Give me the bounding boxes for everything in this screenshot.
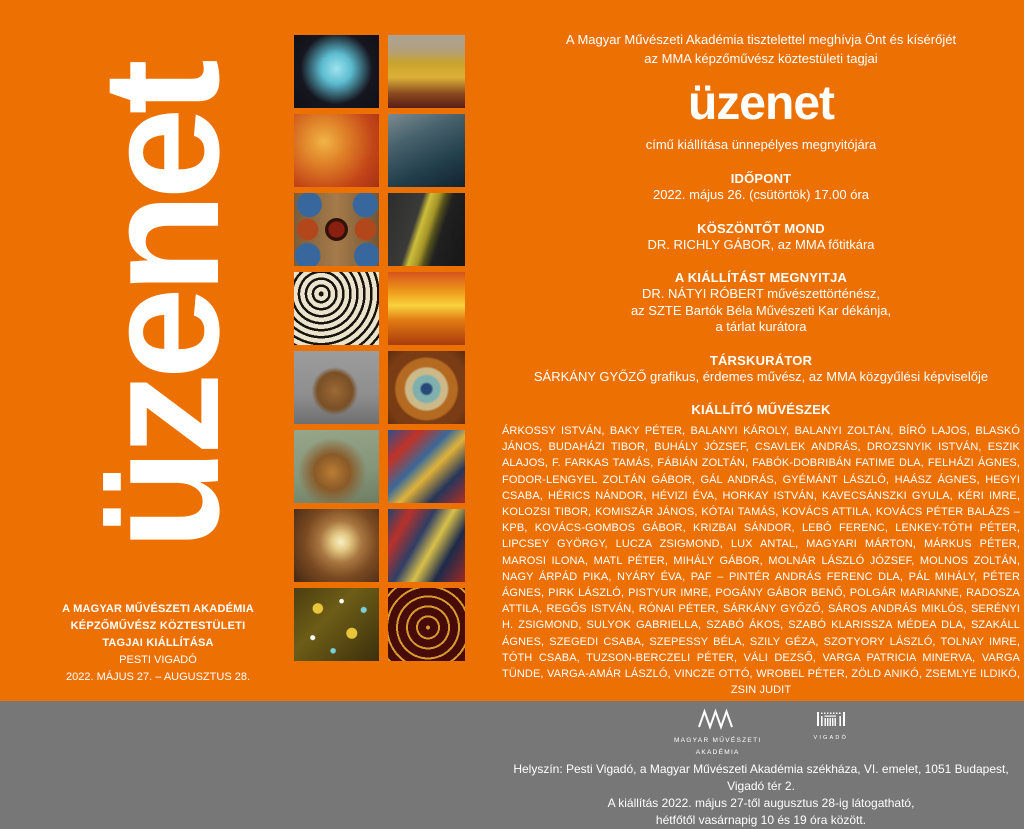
event-datetime: 2022. május 26. (csütörtök) 17.00 óra xyxy=(652,187,870,202)
section-time xyxy=(502,170,1020,204)
artwork-thumbnail-expressionist-color xyxy=(388,430,465,503)
section-heading-opening: A KIÁLLÍTÁST MEGNYITJA xyxy=(674,270,848,285)
opening-speaker-role2: a tárlat kurátora xyxy=(715,319,807,334)
artwork-thumbnail-yellow-stripe xyxy=(388,193,465,266)
section-heading-artists: KIÁLLÍTÓ MŰVÉSZEK xyxy=(691,402,831,417)
vigado-logo-caption: VIGADÓ xyxy=(813,735,849,742)
section-artists xyxy=(502,401,1020,698)
mma-logo-caption2: AKADÉMIA xyxy=(695,749,740,757)
section-heading-greeting: KÖSZÖNTŐT MOND xyxy=(697,220,825,236)
section-cocurator xyxy=(502,352,1020,386)
greeting-speaker: DR. RICHLY GÁBOR, az MMA főtitkára xyxy=(647,236,875,252)
vigado-logo-icon xyxy=(816,710,846,733)
artwork-thumbnail-wood-beams-light xyxy=(294,509,379,582)
left-footer-dates: 2022. MÁJUS 27. – AUGUSZTUS 28. xyxy=(65,671,251,683)
venue-info xyxy=(502,761,1020,829)
invitation-text-column xyxy=(502,30,1020,829)
section-heading-time: IDŐPONT xyxy=(730,171,792,186)
exhibition-subtitle: című kiállítása ünnepélyes megnyitójára xyxy=(645,137,877,152)
artists-list: ÁRKOSSY ISTVÁN, BAKY PÉTER, BALANYI KÁROLY, BALANYI ZOLTÁN, BÍRÓ LAJOS, BLASKÓ JÁNOS, BUDAHÁZI TIBOR, BUHÁLY JÓZSEF, CSAVLEK ANDRÁS, DROZSNYIK ISTVÁN, ESZIK ALAJOS, F. FARKAS TAMÁS, FÁBIÁN ZOLTÁN, FABÓK-DOBRIBÁN FATIME DLA, FELHÁZI ÁGNES, FODOR-LENGYEL ZOLTÁN GÁBOR, GÁL ANDRÁS, GYÉMÁNT LÁSZLÓ, HAÁSZ ÁGNES, HEGYI CSABA, HÉRICS NÁNDOR, HÉVIZI ÉVA, HORKAY ISTVÁN, KAVECSÁNSZKI GYULA, KÉRI IMRE, KOLOZSI TIBOR, KOMISZÁR JÁNOS, KÓTAI TAMÁS, KOVÁCS ATTILA, KOVÁCS PÉTER BALÁZS – KPB, KOVÁCS-GOMBOS GÁBOR, KRIZBAI SÁNDOR, LEBÓ FERENC, LENKEY-TÓTH PÉTER, LIPCSEY GYÖRGY, LUCZA ZSIGMOND, LUX ANTAL, MAGYARI MÁRTON, MÁRKUS PÉTER, MAROSI ILONA, MATL PÉTER, MIHÁLY GÁBOR, MOLNÁR LÁSZLÓ JÓZSEF, MOLNOS ZOLTÁN, NAGY ÁRPÁD PIKA, NYÁRY ÉVA, PAF – PINTÉR ANDRÁS FERENC DLA, PÁL MIHÁLY, PÉTER ÁGNES, PIRK LÁSZLÓ, PISTYUR IMRE, POGÁNY GÁBOR BENŐ, POLGÁR MARIANNE, RADOSZA ATTILA, REGŐS ISTVÁN, RÓNAI PÉTER, SÁRKÁNY GYŐZŐ, SÁROS ANDRÁS MIKLÓS, SERÉNYI H. ZSIGMOND, SULYOK GABRIELLA, SZABÓ ÁKOS, SZABÓ KLARISSZA MÉDEA DLA, SZAKÁLL ÁGNES, SZEGEDI CSABA, SZEPESSY BÉLA, SZILY GÉZA, SZOTYORY LÁSZLÓ, TOLNAY IMRE, TÓTH CSABA, TUZSON-BERCZELI PÉTER, VÁLI DEZSŐ, VARGA PATRICIA MINERVA, VARGA TÜNDE, VARGA-AMÁR LÁSZLÓ, VINCZE OTTÓ, WROBEL PÉTER, ZÖLD ANIKÓ, ZSEMLYE ILDIKÓ, ZSIN JUDIT xyxy=(502,425,1020,697)
intro-line: A Magyar Művészeti Akadémia tisztelettel meghívja Önt és kísérőjét xyxy=(565,32,957,47)
artwork-thumbnail-mandala-dome xyxy=(388,351,465,424)
artwork-thumbnail-bronze-sculpture xyxy=(294,351,379,424)
section-heading-cocurator: TÁRSKURÁTOR xyxy=(709,352,813,368)
mma-logo-icon xyxy=(698,710,738,733)
artwork-thumbnail-bw-doodle xyxy=(294,272,379,345)
artwork-thumbnail-blue-red-abstract xyxy=(388,509,465,582)
artwork-thumbnail-geometric-knot xyxy=(294,35,379,108)
vertical-exhibition-title: üzenet xyxy=(69,66,254,550)
section-greeting xyxy=(502,220,1020,254)
mma-logo xyxy=(674,710,762,757)
artwork-thumbnail-red-spiral xyxy=(388,588,465,661)
artwork-grid xyxy=(294,35,465,661)
exhibition-title: üzenet xyxy=(687,77,834,130)
artwork-thumbnail-golden-starfield xyxy=(294,588,379,661)
artwork-thumbnail-egyptian-figure xyxy=(388,35,465,108)
opening-speaker: DR. NÁTYI RÓBERT művészettörténész, xyxy=(642,286,880,301)
mma-logo-caption: MAGYAR MŰVÉSZETI xyxy=(673,737,762,745)
left-footer-line: TAGJAI KIÁLLÍTÁSA xyxy=(102,637,214,649)
artwork-thumbnail-sunset xyxy=(388,272,465,345)
section-opening xyxy=(502,269,1020,336)
left-footer-line: KÉPZŐMŰVÉSZ KÖZTESTÜLETI xyxy=(70,620,246,632)
left-footer-line: A MAGYAR MŰVÉSZETI AKADÉMIA xyxy=(62,603,254,615)
left-footer-venue: PESTI VIGADÓ xyxy=(119,654,197,666)
left-footer-caption xyxy=(12,601,304,686)
artwork-thumbnail-wooden-crystal xyxy=(294,430,379,503)
artwork-thumbnail-teal-abstract xyxy=(388,114,465,187)
intro-line: az MMA képzőművész köztestületi tagjai xyxy=(644,51,878,66)
artwork-thumbnail-red-speckle xyxy=(294,114,379,187)
venue-line: Helyszín: Pesti Vigadó, a Magyar Művészeti Akadémia székháza, VI. emelet, 1051 Budapest, Vigadó tér 2. xyxy=(513,762,1009,794)
opening-period-line: A kiállítás 2022. május 27-től augusztus 28-ig látogatható, xyxy=(607,796,915,811)
logos-row xyxy=(502,710,1020,758)
opening-hours-line: hétfőtől vasárnapig 10 és 19 óra között. xyxy=(655,813,867,828)
cocurator-name: SÁRKÁNY GYŐZŐ grafikus, érdemes művész, az MMA közgyűlési képviselője xyxy=(533,368,989,384)
vigado-logo xyxy=(813,710,848,741)
opening-speaker-role: az SZTE Bartók Béla Művészeti Kar dékánja, xyxy=(630,302,892,318)
artwork-thumbnail-planet-grid xyxy=(294,193,379,266)
